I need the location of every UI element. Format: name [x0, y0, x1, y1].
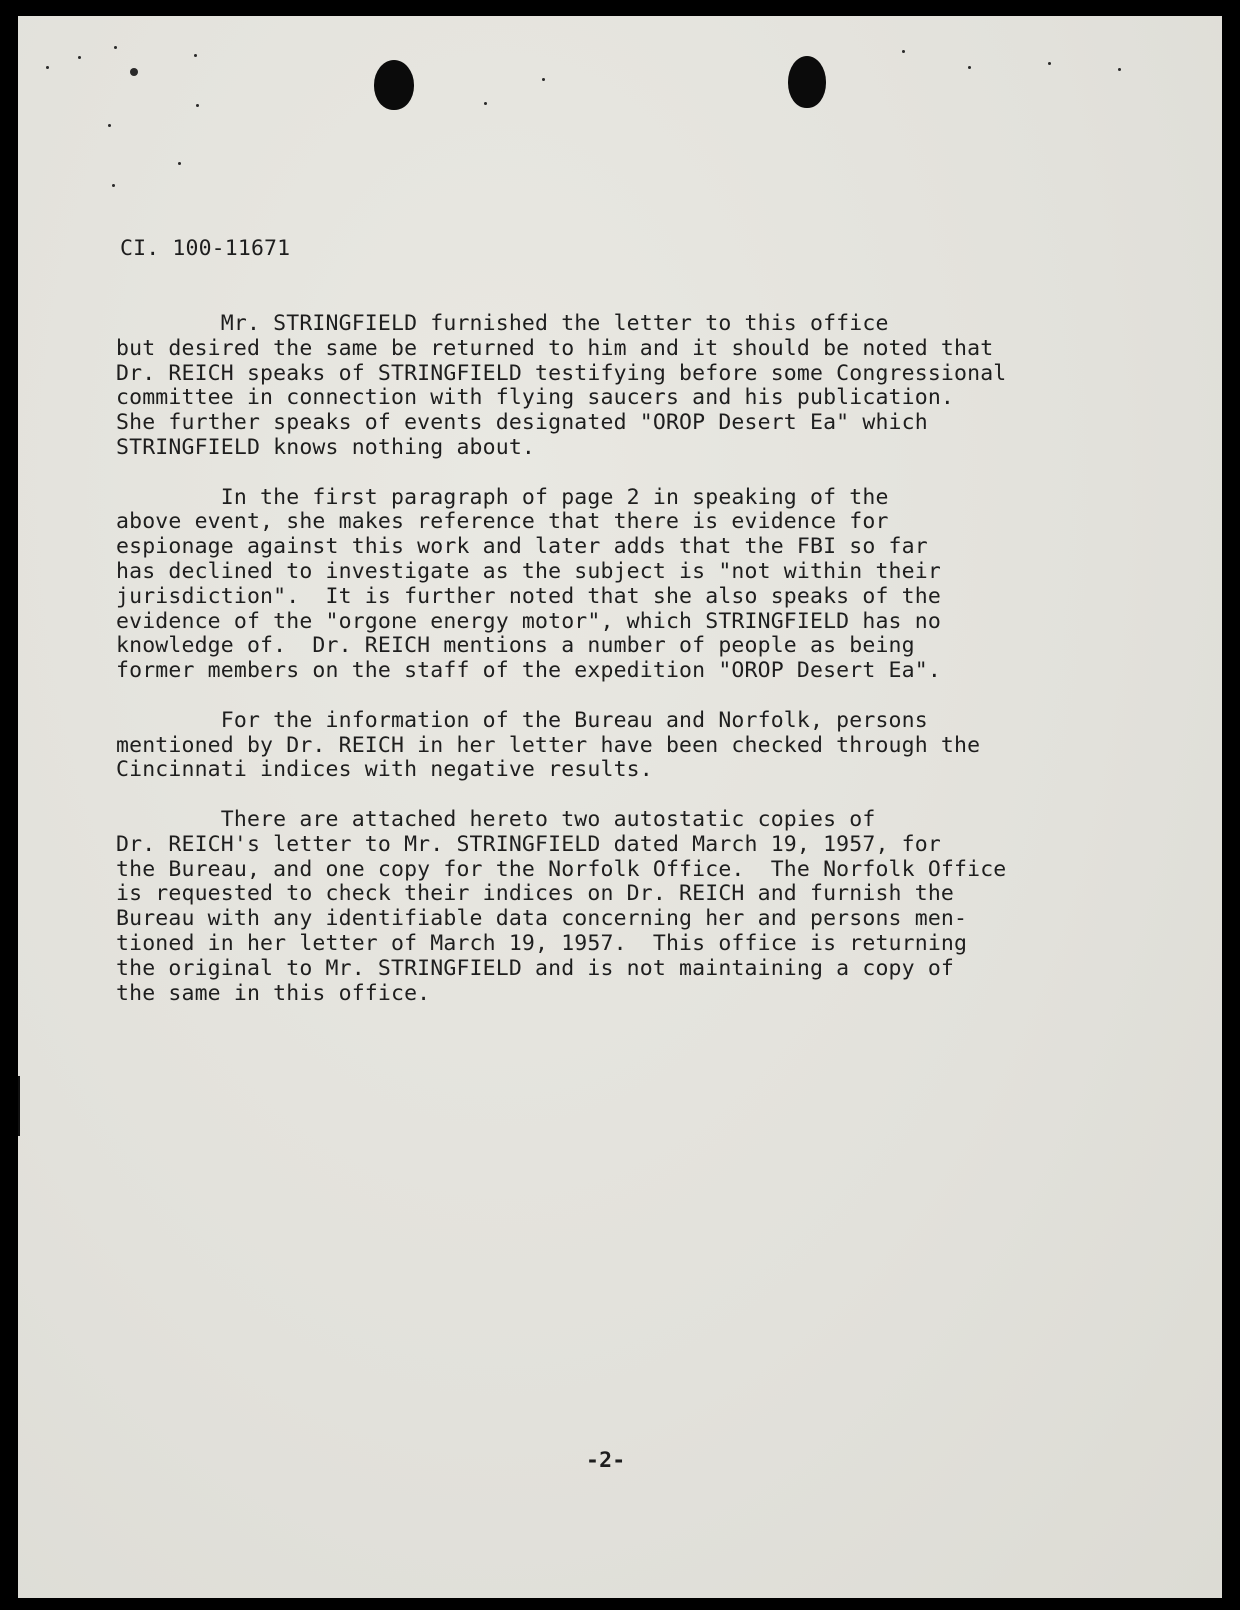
paper-speck	[178, 162, 181, 165]
memo-paragraph: In the first paragraph of page 2 in speaking of the above event, she makes reference that there is evidence for espionage against this work and later adds that the FBI so far has declined to investigate as the subject is "not within their jurisdiction". It is further noted that she also speaks of the evidence of the "orgone energy motor", which STRINGFIELD has no knowledge of. Dr. REICH mentions a number of people as being former members on the staff of the expedition "OROP Desert Ea".	[116, 484, 941, 684]
memo-paragraph: Mr. STRINGFIELD furnished the letter to this office but desired the same be returned to him and it should be noted that Dr. REICH speaks of STRINGFIELD testifying before some Congressional committee in connection with flying saucers and his publication. She further speaks of events designated "OROP Desert Ea" which STRINGFIELD knows nothing about.	[116, 311, 1007, 460]
document-page	[18, 16, 1222, 1598]
page-number: -2-	[586, 1448, 626, 1473]
paper-speck	[1048, 62, 1051, 65]
paper-speck	[196, 104, 199, 107]
paper-speck	[130, 68, 138, 76]
paper-speck	[902, 50, 905, 53]
memo-paragraph: There are attached hereto two autostatic copies of Dr. REICH's letter to Mr. STRINGFIELD dated March 19, 1957, for the Bureau, and one copy for the Norfolk Office. The Norfolk Office is requested to check their indices on Dr. REICH and furnish the Bureau with any identifiable data concerning her and persons men- tioned in her letter of March 19, 1957. This office is returning the original to Mr. STRINGFIELD and is not maintaining a copy of the same in this office.	[116, 806, 1007, 1006]
paper-speck	[108, 124, 111, 127]
page-edge-mark	[18, 1076, 20, 1136]
paper-speck	[484, 102, 487, 105]
paper-speck	[194, 54, 197, 57]
paper-speck	[112, 184, 115, 187]
paper-speck	[1118, 68, 1121, 71]
paper-speck	[78, 56, 81, 59]
punch-hole-right	[788, 56, 826, 108]
paper-speck	[968, 66, 971, 69]
file-number: CI. 100-11671	[120, 236, 291, 261]
paper-speck	[114, 46, 117, 49]
paper-speck	[46, 66, 49, 69]
punch-hole-left	[374, 60, 414, 110]
paper-speck	[542, 78, 545, 81]
memo-paragraph: For the information of the Bureau and Norfolk, persons mentioned by Dr. REICH in her letter have been checked through the Cincinnati indices with negative results.	[116, 707, 981, 783]
memo-body	[116, 312, 1166, 1031]
